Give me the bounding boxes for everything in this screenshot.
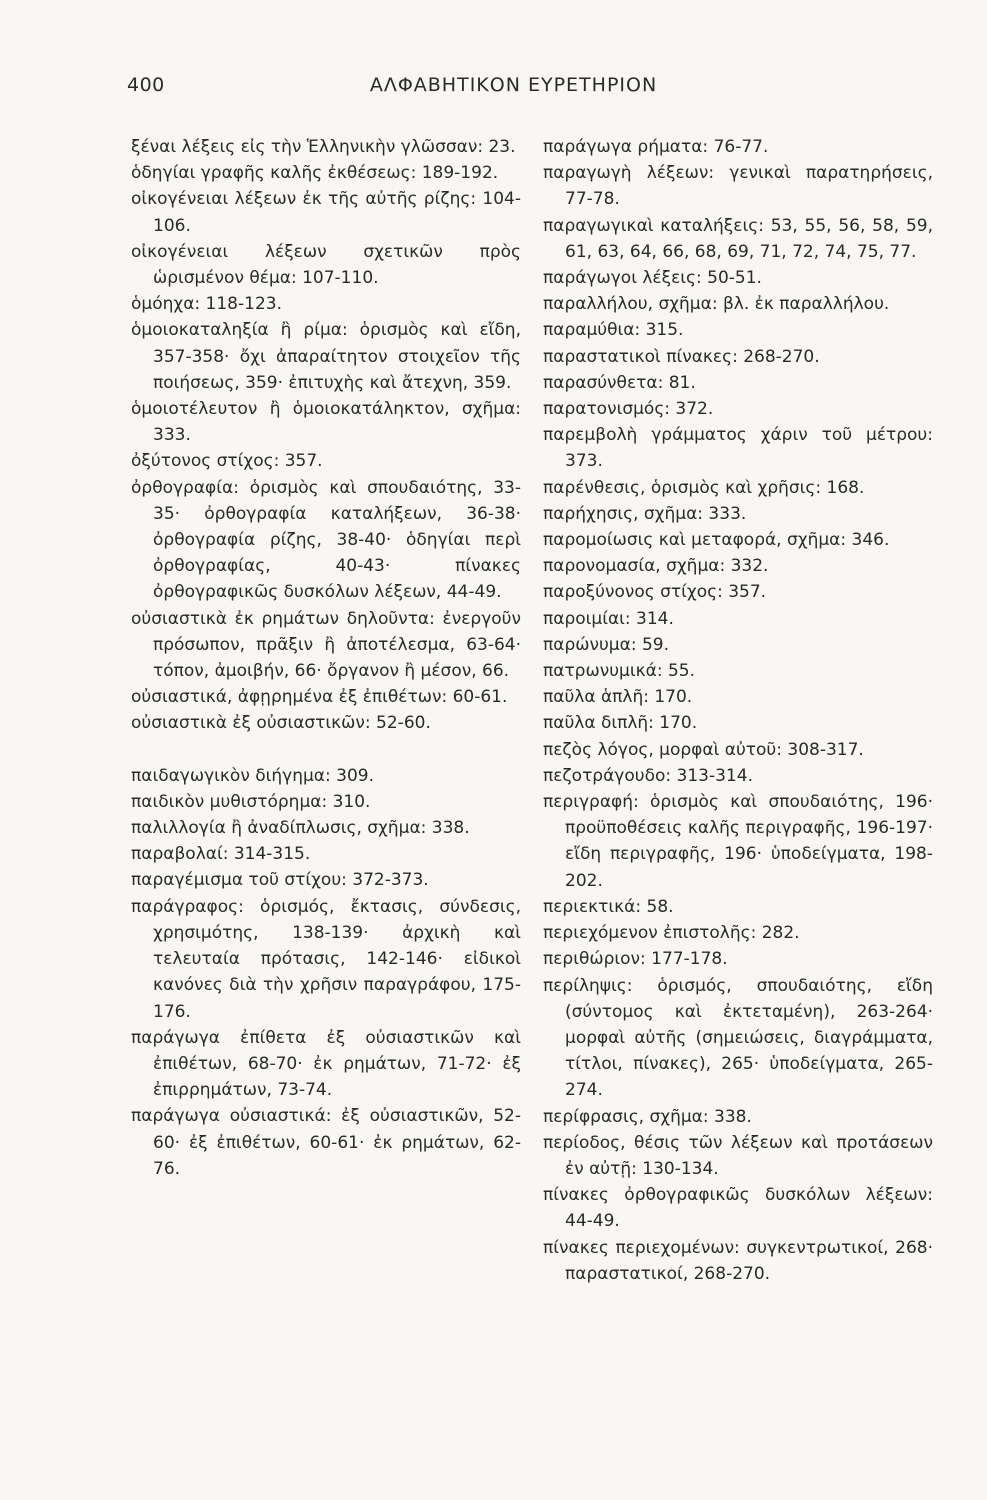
index-entry: παραμύθια: 315. (543, 320, 684, 341)
index-entry: παρένθεσις, ὁρισμὸς καὶ χρῆσις: 168. (543, 477, 865, 498)
page-header (0, 74, 987, 108)
index-entry: παρομοίωσις καὶ μεταφορά, σχῆμα: 346. (543, 530, 890, 551)
index-entry: παραγέμισμα τοῦ στίχου: 372-373. (131, 870, 429, 891)
index-entry: ὀρθογραφία: ὁρισμὸς καὶ σπουδαιότης, 33-35· ὀρθογραφία καταλήξεων, 36-38· ὀρθογραφία ρίζης, 38-40· ὁδηγίαι περὶ ὀρθογραφίας, 40-43· πίνακες ὀρθογραφικῶς δυσκόλων λέξεων, 44-49. (131, 477, 521, 603)
index-entry: παῦλα ἁπλῆ: 170. (543, 687, 693, 708)
index-entry: ὀξύτονος στίχος: 357. (131, 451, 323, 472)
index-entry: περιεκτικά: 58. (543, 896, 674, 917)
index-entry: παρήχησις, σχῆμα: 333. (543, 503, 747, 524)
index-entry: περιεχόμενον ἐπιστολῆς: 282. (543, 923, 800, 944)
index-entry: παλιλλογία ἢ ἀναδίπλωσις, σχῆμα: 338. (131, 818, 470, 839)
index-entry: περιθώριον: 177-178. (543, 949, 728, 970)
index-entry: πατρωνυμικά: 55. (543, 661, 695, 682)
index-entry: παραγωγὴ λέξεων: γενικαὶ παρατηρήσεις, 77-78. (543, 163, 933, 210)
index-entry: παῦλα διπλῆ: 170. (543, 713, 698, 734)
index-entry: ξέναι λέξεις εἰς τὴν Ἑλληνικὴν γλῶσσαν: 23. (131, 137, 516, 157)
index-entry: ὁμοιοκαταληξία ἢ ρίμα: ὁρισμὸς καὶ εἴδη, 357-358· ὄχι ἀπαραίτητον στοιχεῖον τῆς ποιήσεως, 359· ἐπιτυχὴς καὶ ἄτεχνη, 359. (131, 320, 521, 393)
index-entry: περίφρασις, σχῆμα: 338. (543, 1106, 752, 1127)
index-entry: ὁδηγίαι γραφῆς καλῆς ἐκθέσεως: 189-192. (131, 163, 499, 184)
index-entry: παραλλήλου, σχῆμα: βλ. ἐκ παραλλήλου. (543, 294, 890, 315)
index-entry: οὐσιαστικὰ ἐκ ρημάτων δηλοῦντα: ἐνεργοῦν πρόσωπον, πρᾶξιν ἢ ἀποτέλεσμα, 63-64· τόπον, ἀμοιβήν, 66· ὄργανον ἢ μέσον, 66. (131, 608, 521, 682)
index-entry: οὐσιαστικὰ ἐξ οὐσιαστικῶν: 52-60. (131, 713, 431, 734)
index-entry: οἰκογένειαι λέξεων σχετικῶν πρὸς ὡρισμένον θέμα: 107-110. (131, 241, 521, 289)
index-entry: πεζὸς λόγος, μορφαὶ αὐτοῦ: 308-317. (543, 739, 864, 760)
index-entry: παραβολαί: 314-315. (131, 844, 311, 865)
index-entry: παρατονισμός: 372. (543, 399, 714, 420)
running-title: ΑΛΦΑΒΗΤΙΚΟΝ ΕΥΡΕΤΗΡΙΟΝ (369, 74, 658, 96)
index-entry: παράγραφος: ὁρισμός, ἔκτασις, σύνδεσις, χρησιμότης, 138-139· ἀρχικὴ καὶ τελευταία πρότασις, 142-146· εἰδικοὶ κανόνες διὰ τὴν χρῆσιν παραγράφου, 175-176. (131, 896, 521, 1022)
page-number: 400 (127, 74, 165, 96)
index-entry: περίληψις: ὁρισμός, σπουδαιότης, εἴδη (σύντομος καὶ ἐκτεταμένη), 263-264· μορφαὶ αὐτῆς (σημειώσεις, διαγράμματα, τίτλοι, πίνακες), 265· ὑποδείγματα, 265-274. (543, 975, 933, 1101)
index-entry: πίνακες ὀρθογραφικῶς δυσκόλων λέξεων: 44-49. (543, 1185, 933, 1232)
index-entry: παράγωγοι λέξεις: 50-51. (543, 268, 762, 289)
index-entry: οἰκογένειαι λέξεων ἐκ τῆς αὐτῆς ρίζης: 104-106. (131, 189, 521, 236)
index-entry: παράγωγα ρήματα: 76-77. (543, 137, 769, 157)
index-column-left (131, 134, 521, 1182)
index-entry: οὐσιαστικά, ἀφῃρημένα ἐξ ἐπιθέτων: 60-61. (131, 687, 508, 708)
index-entry: παράγωγα ἐπίθετα ἐξ οὐσιαστικῶν καὶ ἐπιθέτων, 68-70· ἐκ ρημάτων, 71-72· ἐξ ἐπιρρημάτων, 73-74. (131, 1027, 521, 1101)
index-entry: παρώνυμα: 59. (543, 634, 669, 655)
index-entry: παραγωγικαὶ καταλήξεις: 53, 55, 56, 58, 59, 61, 63, 64, 66, 68, 69, 71, 72, 74, 75, 77. (543, 215, 933, 262)
index-entry: παιδικὸν μυθιστόρημα: 310. (131, 791, 371, 812)
index-entry: περίοδος, θέσις τῶν λέξεων καὶ προτάσεων ἐν αὐτῇ: 130-134. (543, 1132, 933, 1179)
index-entry: πεζοτράγουδο: 313-314. (543, 765, 753, 786)
index-entry: παροξύνονος στίχος: 357. (543, 582, 767, 603)
index-entry: παρεμβολὴ γράμματος χάριν τοῦ μέτρου: 373. (543, 425, 933, 472)
index-entry: παροιμίαι: 314. (543, 608, 674, 629)
index-entry: περιγραφή: ὁρισμὸς καὶ σπουδαιότης, 196· προϋποθέσεις καλῆς περιγραφῆς, 196-197· εἴδη περιγραφῆς, 196· ὑποδείγματα, 198-202. (543, 792, 933, 891)
index-entry: ὁμόηχα: 118-123. (131, 294, 282, 315)
index-entry: παρασύνθετα: 81. (543, 372, 696, 393)
index-entry: ὁμοιοτέλευτον ἢ ὁμοιοκατάληκτον, σχῆμα: 333. (131, 399, 521, 446)
index-entry: παράγωγα οὐσιαστικά: ἐξ οὐσιαστικῶν, 52-60· ἐξ ἐπιθέτων, 60-61· ἐκ ρημάτων, 62-76. (131, 1106, 521, 1179)
index-column-right (543, 134, 933, 1287)
index-entry: παραστατικοὶ πίνακες: 268-270. (543, 346, 820, 367)
index-entry: πίνακες περιεχομένων: συγκεντρωτικοί, 268· παραστατικοί, 268-270. (543, 1237, 933, 1284)
index-entry: παιδαγωγικὸν διήγημα: 309. (131, 765, 374, 786)
index-entry: παρονομασία, σχῆμα: 332. (543, 556, 769, 577)
